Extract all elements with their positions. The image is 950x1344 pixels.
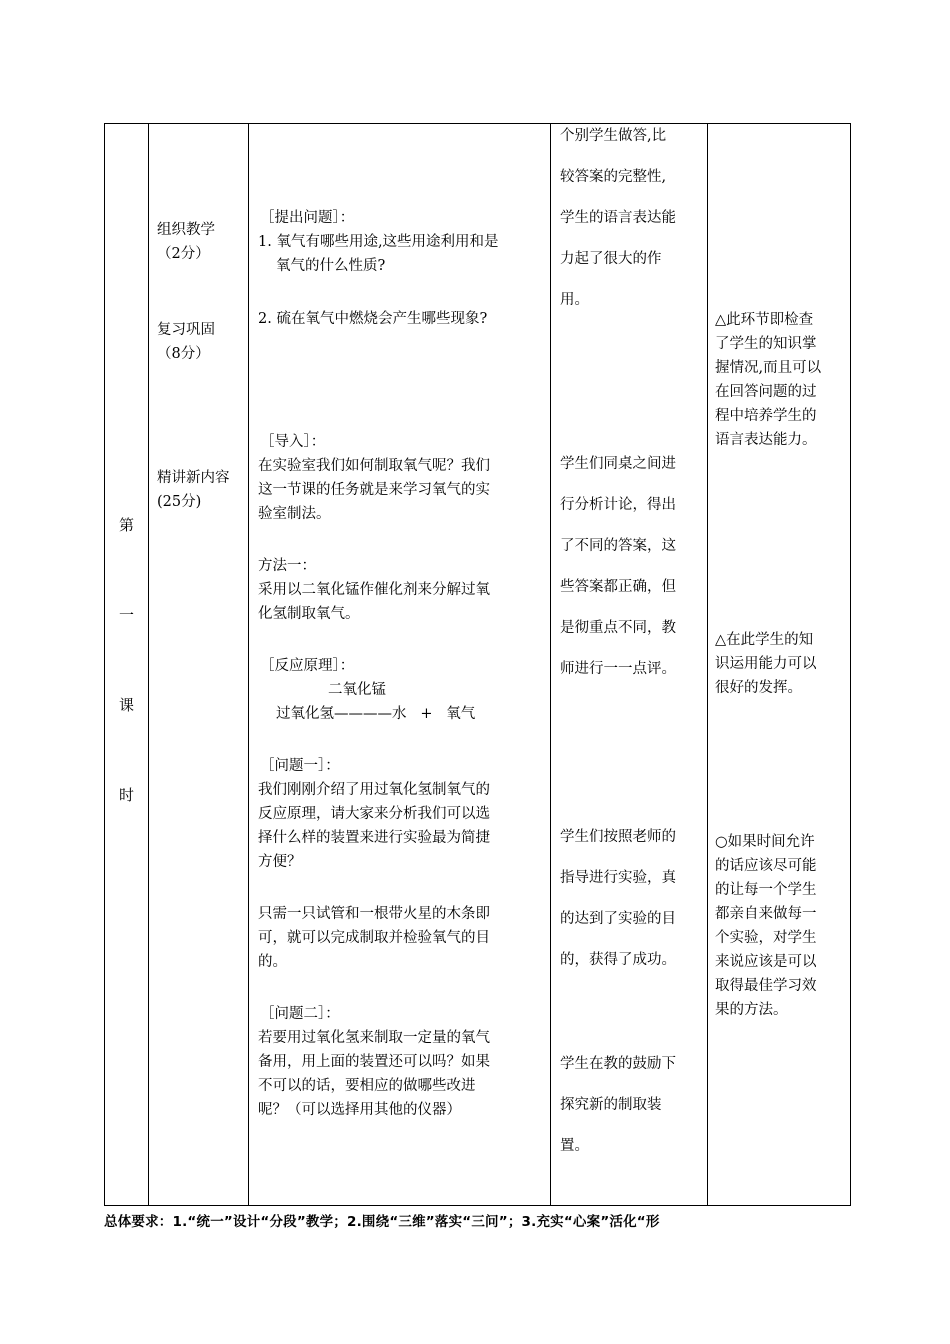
text-line: 是彻重点不同，教 [560,620,676,636]
stage-title: 复习巩固 [157,322,215,338]
activity-block-2 [560,444,676,690]
text-line: 学生们按照老师的 [560,829,676,845]
text-line: 很好的发挥。 [715,680,802,696]
teaching-content-column [248,124,550,1205]
stage-time: (25分) [157,494,202,510]
text-line: 师进行一一点评。 [560,661,676,677]
text-line: 识运用能力可以 [715,656,817,672]
stage-item [157,318,215,366]
text-line: 呢？（可以选择用其他的仪器） [258,1102,461,1118]
notes-column [707,124,850,1205]
activity-block-4 [560,1044,676,1167]
text-line: △在此学生的知 [715,632,814,648]
question-heading: ［提出问题］： [260,210,355,226]
question-1-line: 1. 氧气有哪些用途,这些用途利用和是 [258,234,499,250]
text-line: 的。 [258,954,287,970]
activity-block-1 [560,116,676,321]
text-line: 指导进行实验，真 [560,870,676,886]
text-line: 的话应该尽可能 [715,858,817,874]
text-line: 备用，用上面的装置还可以吗？如果 [258,1054,490,1070]
activity-block-3 [560,817,676,981]
stage-item [157,218,215,266]
period-char: 第 [119,516,135,534]
period-label-column [105,124,148,1205]
problem-1-heading: ［问题一］： [260,758,340,774]
text-line: 只需一只试管和一根带火星的木条即 [258,906,490,922]
text-line: 若要用过氧化氢来制取一定量的氧气 [258,1030,490,1046]
text-line: 在实验室我们如何制取氧气呢？我们 [258,458,490,474]
text-line: 取得最佳学习效 [715,978,817,994]
text-line: 的，获得了成功。 [560,952,676,968]
stage-item [157,466,230,514]
text-line: 了不同的答案，这 [560,538,676,554]
stage-time: （2分） [157,246,210,262]
text-line: 学生在教的鼓励下 [560,1056,676,1072]
text-line: 个实验，对学生 [715,930,817,946]
text-line: 在回答问题的过 [715,384,817,400]
stage-time: （8分） [157,346,210,362]
text-line: 化氢制取氧气。 [258,606,360,622]
text-line: 些答案都正确，但 [560,579,676,595]
text-line: 不可以的话，要相应的做哪些改进 [258,1078,476,1094]
text-line: 我们刚刚介绍了用过氧化氢制氧气的 [258,782,490,798]
intro-text [258,454,490,526]
reaction-formula: 过氧化氢————水 + 氧气 [276,706,476,722]
student-activity-column [550,124,707,1205]
stage-title: 精讲新内容 [157,470,230,486]
lesson-plan-table [104,123,851,1206]
text-line: 探究新的制取装 [560,1097,662,1113]
text-line: 置。 [560,1138,589,1154]
text-line: 果的方法。 [715,1002,788,1018]
intro-heading: ［导入］： [260,434,326,450]
text-line: 都亲自来做每一 [715,906,817,922]
text-line: 的让每一个学生 [715,882,817,898]
period-char: 课 [119,696,135,714]
text-line: 了学生的知识掌 [715,336,817,352]
problem-2-heading: ［问题二］： [260,1006,340,1022]
text-line: 采用以二氧化锰作催化剂来分解过氧 [258,582,490,598]
question-1-line: 氧气的什么性质? [276,258,386,274]
method-heading: 方法一： [258,558,316,574]
note-block-3 [715,830,817,1022]
text-line: 学生的语言表达能 [560,210,676,226]
text-line: 力起了很大的作 [560,251,662,267]
text-line: 握情况,而且可以 [715,360,822,376]
text-line: 方便？ [258,854,302,870]
text-line: 行分析计论，得出 [560,497,676,513]
text-line: 个别学生做答,比 [560,128,667,144]
reaction-catalyst: 二氧化锰 [328,682,386,698]
text-line: 程中培养学生的 [715,408,817,424]
text-line: 较答案的完整性, [560,169,667,185]
text-line: 学生们同桌之间进 [560,456,676,472]
problem-2-text [258,1026,490,1122]
note-block-2 [715,628,817,700]
text-line: △此环节即检查 [715,312,814,328]
text-line: 的达到了实验的目 [560,911,676,927]
problem-1-answer [258,902,490,974]
text-line: 这一节课的任务就是来学习氧气的实 [258,482,490,498]
note-block-1 [715,308,821,452]
footer-requirements: 总体要求：1.“统一”设计“分段”教学；2.围绕“三维”落实“三问”；3.充实“心案”活化“形 [104,1214,660,1230]
text-line: 反应原理，请大家来分析我们可以选 [258,806,490,822]
reaction-heading: ［反应原理］： [260,658,355,674]
text-line: 可，就可以完成制取并检验氧气的目 [258,930,490,946]
question-2: 2. 硫在氧气中燃烧会产生哪些现象? [258,311,488,327]
method-text [258,578,490,626]
text-line: 语言表达能力。 [715,432,817,448]
stage-column [148,124,248,1205]
stage-title: 组织教学 [157,222,215,238]
period-char: 一 [119,606,135,624]
problem-1-text [258,778,490,874]
text-line: 来说应该是可以 [715,954,817,970]
text-line: 用。 [560,292,589,308]
period-char: 时 [119,786,135,804]
text-line: 择什么样的装置来进行实验最为简捷 [258,830,490,846]
text-line: 验室制法。 [258,506,331,522]
text-line: ○如果时间允许 [715,834,815,850]
